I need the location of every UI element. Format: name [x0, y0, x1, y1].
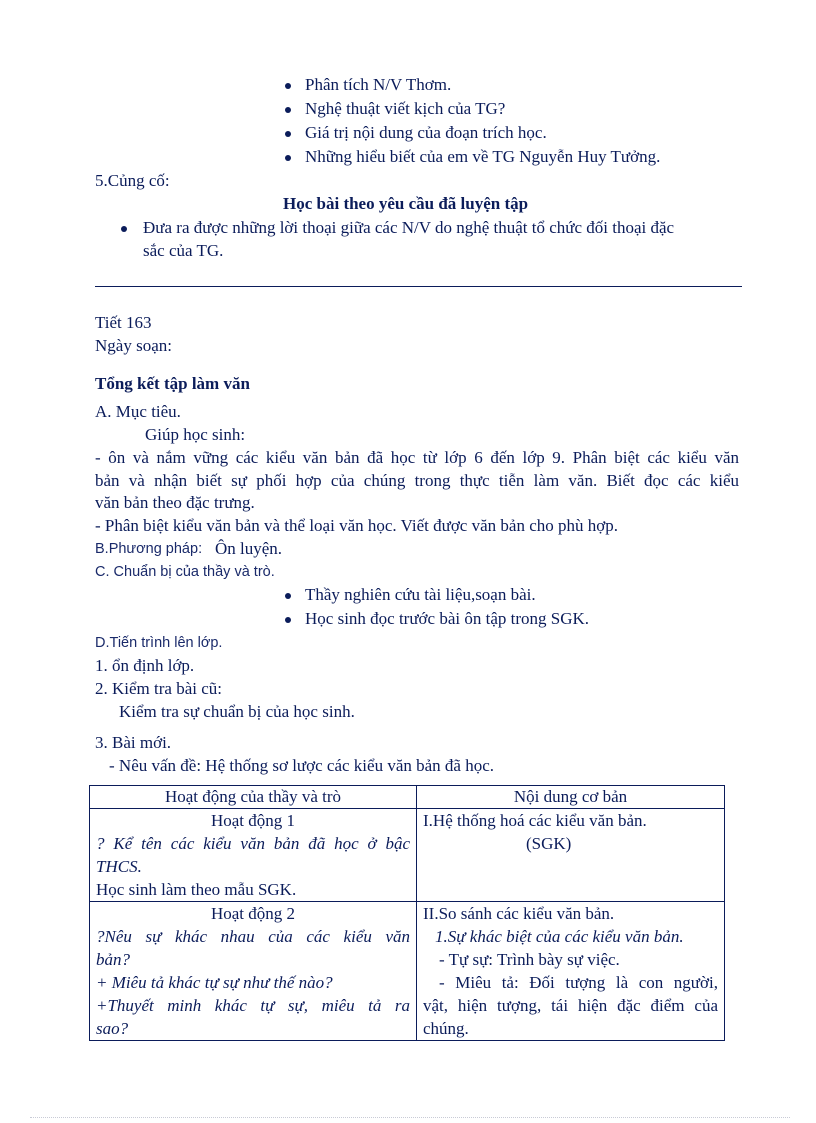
preparation-student: Học sinh đọc trước bài ôn tập trong SGK. — [305, 609, 590, 628]
preparation-label: C. Chuẩn bị của thầy và trò. — [95, 564, 275, 580]
procedure-label: D.Tiến trình lên lớp. — [95, 635, 223, 651]
bullet-dot — [285, 83, 291, 89]
content-2-description-line-3: chúng. — [423, 1019, 469, 1038]
activity-2-question-1-line-1: ?Nêu sự khác nhau của các kiểu văn — [96, 927, 410, 946]
activity-2-question-3-line-1: +Thuyết minh khác tự sự, miêu tả ra — [96, 996, 410, 1015]
activity-2-question-3-line-2: sao? — [96, 1019, 129, 1038]
objectives-intro: Giúp học sinh: — [145, 425, 246, 444]
bullet-dot — [285, 131, 291, 137]
activity-2-title: Hoạt động 2 — [210, 904, 296, 923]
date-label: Ngày soạn: — [95, 336, 172, 355]
content-1-cell — [417, 809, 725, 902]
period-number: Tiết 163 — [95, 313, 152, 332]
consolidation-label: 5.Củng cố: — [95, 171, 170, 190]
preparation-teacher: Thầy nghiên cứu tài liệu,soạn bài. — [305, 585, 536, 604]
content-1-heading: I.Hệ thống hoá các kiểu văn bản. — [423, 811, 647, 830]
method-label: B.Phương pháp: — [95, 541, 203, 557]
procedure-step-2: 2. Kiểm tra bài cũ: — [95, 679, 222, 698]
table-header-row — [90, 786, 725, 809]
activity-1-question-line-1: ? Kể tên các kiểu văn bản đã học ở bậc — [96, 834, 410, 853]
section-divider — [95, 286, 742, 287]
objectives-label: A. Mục tiêu. — [95, 402, 181, 421]
activity-2-question-2: + Miêu tả khác tự sự như thế nào? — [96, 973, 333, 992]
consolidation-heading: Học bài theo yêu cầu đã luyện tập — [283, 194, 529, 213]
lesson-title: Tổng kết tập làm văn — [95, 374, 250, 393]
consolidation-task-line-2: sắc của TG. — [143, 241, 224, 260]
bullet-dot — [285, 593, 291, 599]
procedure-step-1: 1. ổn định lớp. — [95, 656, 195, 675]
review-question-1: Phân tích N/V Thơm. — [305, 75, 452, 94]
objectives-paragraph-2: - Phân biệt kiểu văn bản và thể loại văn học. Viết được văn bản cho phù hợp. — [95, 516, 618, 535]
activity-1-cell — [90, 809, 417, 902]
review-question-3: Giá trị nội dung của đoạn trích học. — [305, 123, 547, 142]
table-header-activities: Hoạt động của thầy và trò — [90, 786, 417, 809]
bullet-dot — [285, 617, 291, 623]
review-question-2: Nghệ thuật viết kịch của TG? — [305, 99, 506, 118]
procedure-step-3: 3. Bài mới. — [95, 733, 172, 752]
procedure-step-2-detail: Kiểm tra sự chuẩn bị của học sinh. — [119, 702, 355, 721]
table-row — [90, 809, 725, 902]
content-2-narrative: - Tự sự: Trình bày sự việc. — [439, 950, 620, 969]
bullet-dot — [121, 226, 127, 232]
procedure-step-3-detail: - Nêu vấn đề: Hệ thống sơ lược các kiểu văn bản đã học. — [109, 756, 495, 775]
content-2-heading: II.So sánh các kiểu văn bản. — [423, 904, 615, 923]
table-header-content: Nội dung cơ bản — [417, 786, 725, 809]
bullet-dot — [285, 155, 291, 161]
lesson-activity-table — [89, 785, 725, 1041]
content-2-subheading: 1.Sự khác biệt của các kiểu văn bản. — [435, 927, 684, 946]
consolidation-task-line-1: Đưa ra được những lời thoại giữa các N/V do nghệ thuật tổ chức đối thoại đặc — [143, 218, 675, 237]
objectives-p1-line-2: bản và nhận biết sự phối hợp của chúng trong thực tiễn làm văn. Biết đọc các kiểu — [95, 470, 739, 490]
bullet-dot — [285, 107, 291, 113]
method-value: Ôn luyện. — [215, 539, 283, 558]
objectives-p1-line-3: văn bản theo đặc trưng. — [95, 493, 255, 512]
content-2-cell — [417, 902, 725, 1041]
activity-1-question-line-2: THCS. — [96, 857, 142, 876]
activity-1-title: Hoạt động 1 — [210, 811, 296, 830]
objectives-paragraph-1 — [95, 447, 739, 515]
activity-2-cell — [90, 902, 417, 1041]
activity-2-question-1-line-2: bản? — [96, 950, 130, 969]
content-2-description-line-1: - Miêu tả: Đối tượng là con người, — [439, 973, 718, 992]
objectives-p1-line-1: - ôn và nắm vững các kiểu văn bản đã học từ lớp 6 đến lớp 9. Phân biệt các kiểu văn — [95, 448, 739, 467]
activity-1-note: Học sinh làm theo mẫu SGK. — [96, 880, 297, 899]
review-question-4: Những hiểu biết của em về TG Nguyễn Huy Tưởng. — [305, 147, 661, 166]
content-2-description-line-2: vật, hiện tượng, tái hiện đặc điểm của — [423, 996, 718, 1015]
page-bottom-border — [30, 1117, 790, 1118]
content-1-reference: (SGK) — [526, 834, 572, 853]
table-row — [90, 902, 725, 1041]
